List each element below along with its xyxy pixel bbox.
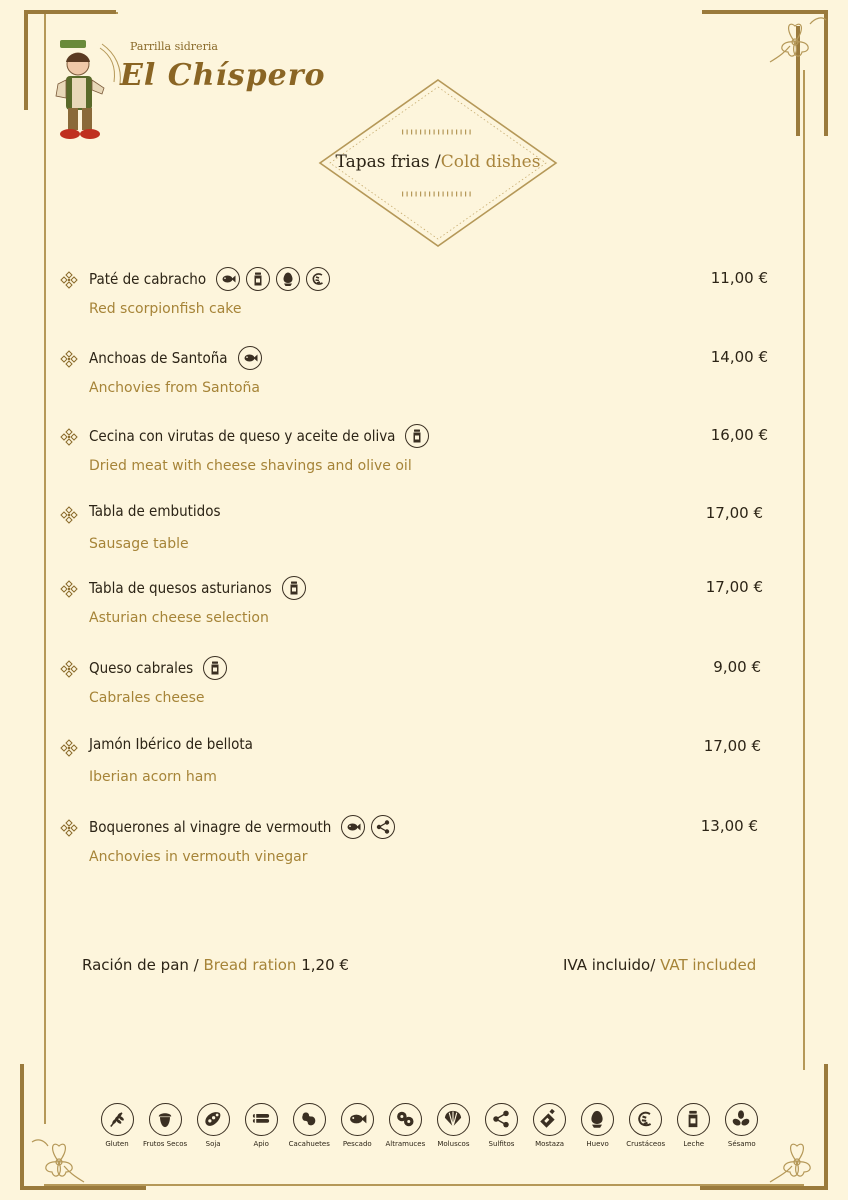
legend-item: [626, 1103, 666, 1153]
legend-item: [433, 1103, 473, 1153]
menu-item-subtitle: Anchovies in vermouth vinegar: [89, 849, 308, 865]
fish-icon: [238, 346, 262, 370]
vat-note-en: VAT included: [660, 956, 757, 974]
crustacean-icon: [629, 1103, 662, 1136]
legend-item: [241, 1103, 281, 1153]
bread-note: [82, 956, 349, 974]
menu-item-name: Jamón Ibérico de bellota: [89, 735, 253, 753]
legend-label: Pescado: [342, 1140, 372, 1148]
sesame-icon: [725, 1103, 758, 1136]
lupin-icon: [389, 1103, 422, 1136]
legend-label: Apio: [253, 1140, 269, 1148]
vat-note: [563, 956, 756, 974]
legend-label: Sulfitos: [488, 1140, 515, 1148]
menu-item-name-row: [89, 346, 262, 370]
milk-icon: [246, 267, 270, 291]
mollusc-icon: [437, 1103, 470, 1136]
menu-item-name: Tabla de quesos asturianos: [89, 579, 272, 597]
legend-item: [97, 1103, 137, 1153]
bread-note-en: Bread ration: [203, 956, 297, 974]
menu-item: [58, 420, 778, 490]
bread-price: 1,20 €: [301, 956, 349, 974]
peanut-icon: [293, 1103, 326, 1136]
fish-icon: [216, 267, 240, 291]
diamond-bullet-icon: [58, 504, 80, 526]
menu-item-price: 17,00 €: [703, 737, 761, 755]
menu-item-price: 17,00 €: [705, 578, 763, 596]
crustacean-icon: [306, 267, 330, 291]
legend-label: Sésamo: [727, 1140, 756, 1148]
section-title: [318, 150, 558, 174]
legend-label: Frutos Secos: [142, 1140, 188, 1148]
diamond-bullet-icon: [58, 737, 80, 759]
frame-right-line: [803, 70, 805, 1070]
legend-item: [530, 1103, 570, 1153]
menu-item-name: Paté de cabracho: [89, 270, 207, 288]
legend-item: [674, 1103, 714, 1153]
legend-item: [482, 1103, 522, 1153]
frame-left-line: [44, 12, 46, 1124]
gluten-icon: [101, 1103, 134, 1136]
menu-item-subtitle: Red scorpionfish cake: [89, 301, 242, 317]
section-title-en: Cold dishes: [440, 152, 541, 172]
menu-item: [58, 811, 778, 881]
mascot-logo-icon: [50, 38, 130, 142]
menu-item-name: Anchoas de Santoña: [89, 349, 228, 367]
legend-label: Soja: [205, 1140, 221, 1148]
egg-icon: [581, 1103, 614, 1136]
milk-icon: [405, 424, 429, 448]
menu-item-subtitle: Sausage table: [89, 536, 189, 552]
milk-icon: [203, 656, 227, 680]
legend-label: Cacahuetes: [288, 1140, 330, 1148]
vat-note-es: IVA incluido/: [563, 956, 656, 974]
legend-item: [142, 1103, 188, 1153]
menu-item-name-row: [89, 424, 429, 448]
menu-item: [58, 572, 778, 642]
frame-bottom-line: [44, 1184, 804, 1186]
menu-item: [58, 342, 778, 412]
legend-label: Mostaza: [535, 1140, 565, 1148]
corner-top-left-h: [24, 10, 116, 14]
legend-item: [193, 1103, 233, 1153]
menu-item-subtitle: Anchovies from Santoña: [89, 380, 260, 396]
legend-label: Crustáceos: [626, 1140, 666, 1148]
menu-item-name: Boquerones al vinagre de vermouth: [89, 818, 332, 836]
menu-item-name-row: [89, 576, 306, 600]
mustard-icon: [533, 1103, 566, 1136]
menu-item-price: 16,00 €: [710, 426, 768, 444]
menu-item-subtitle: Iberian acorn ham: [89, 769, 217, 785]
legend-item: [385, 1103, 425, 1153]
legend-item: [289, 1103, 329, 1153]
diamond-bullet-icon: [58, 578, 80, 600]
sulphites-icon: [371, 815, 395, 839]
corner-top-left-v: [24, 10, 28, 110]
allergen-legend: [97, 1103, 762, 1153]
legend-item: [722, 1103, 762, 1153]
menu-item-subtitle: Dried meat with cheese shavings and olive oil: [89, 458, 412, 474]
legend-item: [337, 1103, 377, 1153]
menu-item-subtitle: Cabrales cheese: [89, 690, 205, 706]
bread-note-es: Ración de pan /: [82, 956, 199, 974]
menu-item-name-row: [89, 656, 227, 680]
section-title-es: Tapas frias /: [335, 152, 441, 172]
menu-item: [58, 652, 778, 722]
celery-icon: [245, 1103, 278, 1136]
menu-item-name-row: [89, 815, 395, 839]
menu-item-name-row: [89, 735, 253, 753]
menu-item-price: 11,00 €: [710, 269, 768, 287]
diamond-bullet-icon: [58, 658, 80, 680]
brand-name: El Chíspero: [120, 58, 326, 93]
nuts-icon: [149, 1103, 182, 1136]
flower-top-right-icon: [760, 12, 830, 72]
milk-icon: [282, 576, 306, 600]
fish-icon: [341, 815, 365, 839]
fish-icon: [341, 1103, 374, 1136]
diamond-bullet-icon: [58, 817, 80, 839]
legend-label: Moluscos: [437, 1140, 470, 1148]
menu-item-name: Queso cabrales: [89, 659, 194, 677]
menu-item-name: Cecina con virutas de queso y aceite de oliva: [89, 427, 396, 445]
menu-item: [58, 731, 778, 801]
menu-item: [58, 498, 778, 568]
legend-label: Gluten: [105, 1140, 129, 1148]
menu-item-name-row: [89, 267, 330, 291]
menu-item-price: 13,00 €: [700, 817, 758, 835]
sulphites-icon: [485, 1103, 518, 1136]
menu-item-price: 17,00 €: [705, 504, 763, 522]
egg-icon: [276, 267, 300, 291]
menu-item-price: 9,00 €: [713, 658, 761, 676]
menu-item-name-row: [89, 502, 221, 520]
soy-icon: [197, 1103, 230, 1136]
flower-bottom-right-icon: [762, 1132, 832, 1192]
menu-item-price: 14,00 €: [710, 348, 768, 366]
diamond-bullet-icon: [58, 269, 80, 291]
milk-icon: [677, 1103, 710, 1136]
brand-tagline: Parrilla sidreria: [130, 40, 218, 53]
menu-item: [58, 263, 778, 333]
legend-label: Huevo: [586, 1140, 609, 1148]
menu-item-name: Tabla de embutidos: [89, 502, 221, 520]
diamond-bullet-icon: [58, 348, 80, 370]
legend-label: Altramuces: [385, 1140, 426, 1148]
menu-item-subtitle: Asturian cheese selection: [89, 610, 269, 626]
flower-bottom-left-icon: [24, 1132, 94, 1192]
diamond-bullet-icon: [58, 426, 80, 448]
legend-label: Leche: [683, 1140, 705, 1148]
legend-item: [578, 1103, 618, 1153]
